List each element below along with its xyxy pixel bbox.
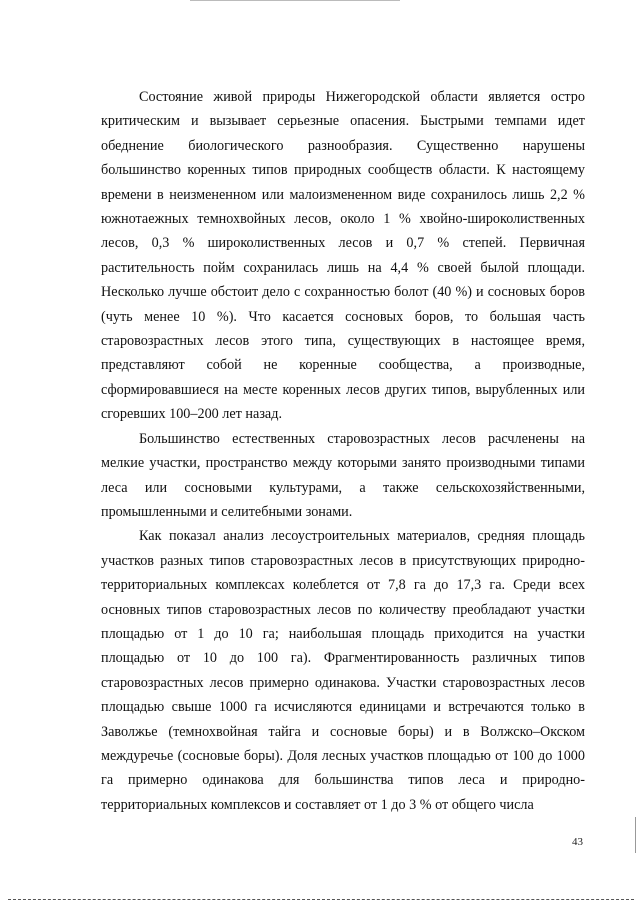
scan-side-mark: [635, 817, 636, 853]
paragraph-2: Большинство естественных старовозрастных лесов расчленены на мелкие участки, пространство между которыми занято производными типами леса или сосновыми культурами, а также сельскохозяйственными, промышленными и селитебными зонами.: [101, 430, 585, 520]
top-scan-rule: [190, 0, 400, 1]
body-text: [101, 85, 585, 817]
page-number: 43: [572, 836, 583, 848]
paragraph-1: Состояние живой природы Нижегородской области является остро критическим и вызывает серьезные опасения. Быстрыми темпами идет обеднение биологического разнообразия. Существенно нарушены большинство коренных типов природных сообществ области. К настоящему времени в неизмененном или малоизмененном виде сохранилось лишь 2,2 % южнотаежных темнохвойных лесов, около 1 % хвойно-широколиственных лесов, 0,3 % широколиственных лесов и 0,7 % степей. Первичная растительность пойм сохранилась лишь на 4,4 % своей былой площади. Несколько лучше обстоит дело с сохранностью болот (40 %) и сосновых боров (чуть менее 10 %). Что касается сосновых боров, то большая часть старовозрастных лесов этого типа, существующих в настоящее время, представляют собой не коренные сообщества, а производные, сформировавшиеся на месте коренных лесов других типов, вырубленных или сгоревших 100–200 лет назад.: [101, 89, 585, 423]
paragraph-3: Как показал анализ лесоустроительных материалов, средняя площадь участков разных типов старовозрастных лесов в присутствующих природно-территориальных комплексах колеблется от 7,8 га до 17,3 га. Среди всех основных типов старовозрастных лесов по количеству преобладают участки площадью от 1 до 10 га; наибольшая площадь приходится на участки площадью от 10 до 100 га). Фрагментированность различных типов старовозрастных лесов примерно одинакова. Участки старовозрастных лесов площадью свыше 1000 га исчисляются единицами и встречаются только в Заволжье (темнохвойная тайга и сосновые боры) и в Волжско–Окском междуречье (сосновые боры). Доля лесных участков площадью от 100 до 1000 га примерно одинакова для большинства типов леса и природно-территориальных комплексов и составляет от 1 до 3 % от общего числа: [101, 528, 585, 813]
bottom-scan-rule: [8, 899, 634, 900]
